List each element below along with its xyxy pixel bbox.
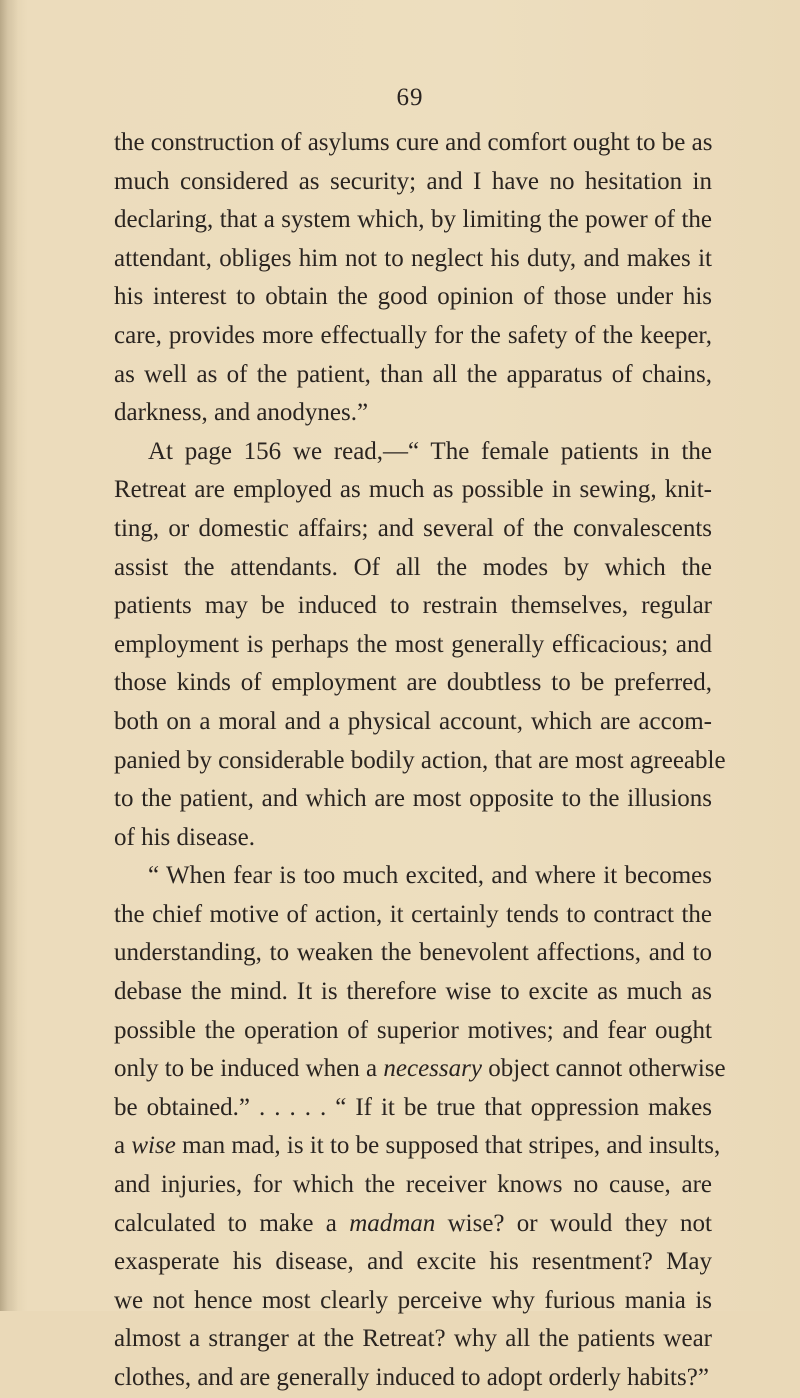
text-line: we not hence most clearly perceive why furious mania is	[114, 1286, 712, 1314]
text-line: those kinds of employment are doubtless to be preferred,	[114, 669, 712, 697]
italic-text: wise	[131, 1132, 176, 1160]
text-line: be obtained.” . . . . . “ If it be true that oppression makes	[114, 1093, 712, 1121]
text-line: exasperate his disease, and excite his resentment? May	[114, 1248, 712, 1276]
text-line: patients may be induced to restrain themselves, regular	[114, 592, 712, 620]
text-line: to the patient, and which are most opposite to the illusions	[114, 785, 712, 813]
text-line: clothes, and are generally induced to adopt orderly habits?”	[114, 1364, 709, 1391]
text-line: debase the mind. It is therefore wise to excite as much as	[114, 978, 712, 1006]
text-line	[114, 1127, 721, 1166]
text-line: panied by considerable bodily action, that are most agreeable	[114, 746, 726, 774]
text-segment: a	[114, 1132, 132, 1160]
text-line: understanding, to weaken the benevolent affections, and to	[114, 939, 712, 967]
text-line: declaring, that a system which, by limiting the power of the	[114, 206, 712, 234]
text-segment: object cannot otherwise	[481, 1055, 726, 1083]
text-line: almost a stranger at the Retreat? why all the patients wear	[114, 1325, 712, 1353]
italic-text: necessary	[383, 1055, 482, 1083]
text-line: as well as of the patient, than all the apparatus of chains,	[114, 360, 712, 388]
text-line: Retreat are employed as much as possible in sewing, knit-	[114, 476, 712, 504]
italic-text: madman	[349, 1209, 436, 1237]
text-line	[114, 1050, 726, 1089]
text-line: both on a moral and a physical account, which are accom-	[114, 707, 712, 735]
text-segment: wise? or would they not	[435, 1209, 713, 1237]
page-spine-shadow	[0, 0, 18, 1311]
text-line: darkness, and anodynes.”	[114, 399, 369, 427]
text-line: much considered as security; and I have no hesitation in	[114, 167, 712, 195]
page-number: 69	[396, 84, 424, 111]
text-line: and injuries, for which the receiver knows no cause, are	[114, 1171, 712, 1199]
text-segment: man mad, is it to be supposed that stripes, and insults,	[175, 1132, 721, 1160]
text-line: the chief motive of action, it certainly tends to contract the	[114, 900, 712, 928]
text-line: of his disease.	[114, 823, 255, 851]
text-line: assist the attendants. Of all the modes by which the	[114, 553, 712, 581]
text-line: employment is perhaps the most generally efficacious; and	[114, 630, 712, 658]
text-line: ting, or domestic affairs; and several of the convalescents	[114, 514, 712, 542]
body-text	[114, 124, 726, 1398]
text-line: possible the operation of superior motives; and fear ought	[114, 1016, 712, 1044]
text-line: the construction of asylums cure and comfort ought to be as	[114, 129, 713, 156]
text-line	[114, 1205, 712, 1244]
text-segment: only to be induced when a	[114, 1055, 384, 1083]
text-line: “ When fear is too much excited, and where it becomes	[148, 862, 712, 890]
text-line: care, provides more effectually for the safety of the keeper,	[114, 321, 712, 349]
text-line: attendant, obliges him not to neglect his duty, and makes it	[114, 244, 712, 272]
text-line: his interest to obtain the good opinion of those under his	[114, 283, 712, 311]
text-segment: calculated to make a	[114, 1209, 350, 1237]
text-line: At page 156 we read,—“ The female patients in the	[148, 437, 712, 465]
